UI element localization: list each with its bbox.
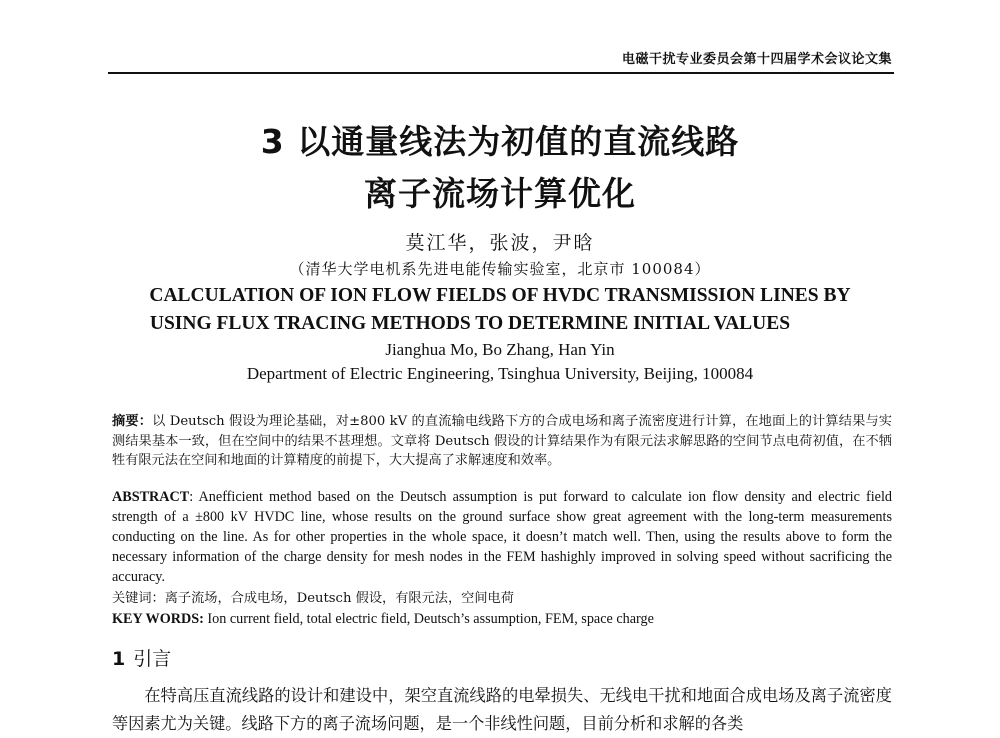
affiliation-cn: （清华大学电机系先进电能传输实验室，北京市 100084） (289, 260, 711, 278)
abstract-cn-label: 摘要： (112, 414, 153, 429)
keywords-cn-label: 关键词： (112, 591, 165, 606)
title-en-line1: CALCULATION OF ION FLOW FIELDS OF HVDC TRANSMISSION LINES BY (149, 285, 851, 306)
keywords-cn-text: 离子流场，合成电场，Deutsch 假设，有限元法，空间电荷 (164, 591, 514, 606)
affiliation-en: Department of Electric Engineering, Tsinghua University, Beijing, 100084 (246, 364, 754, 383)
body-paragraph: 在特高压直流线路的设计和建设中，架空直流线路的电晕损失、无线电干扰和地面合成电场及离子流密度等因素尤为关键。线路下方的离子流场问题，是一个非线性问题，目前分析和求解的各类 (112, 686, 892, 733)
section-title: 引言 (133, 648, 172, 670)
title-cn-line2: 离子流场计算优化 (364, 174, 636, 213)
authors-cn: 莫江华，张波，尹晗 (405, 232, 595, 254)
title-cn-line1: 3 以通量线法为初值的直流线路 (260, 122, 740, 161)
keywords-en (112, 610, 892, 630)
abstract-en-label: ABSTRACT (112, 489, 190, 505)
authors-en: Jianghua Mo, Bo Zhang, Han Yin (385, 340, 615, 359)
keywords-cn (112, 589, 892, 609)
keywords-en-label: KEY WORDS: (112, 611, 204, 627)
title-en-line2: USING FLUX TRACING METHODS TO DETERMINE INITIAL VALUES (149, 313, 791, 334)
keywords-en-text: Ion current field, total electric field, Deutsch’s assumption, FEM, space charge (203, 611, 654, 627)
abstract-en (112, 487, 892, 587)
abstract-cn-text: 以 Deutsch 假设为理论基础，对±800 kV 的直流输电线路下方的合成电场和离子流密度进行计算，在地面上的计算结果与实测结果基本一致，但在空间中的结果不甚理想。文章将 Deutsch 假设的计算结果作为有限元法求解思路的空间节点电荷初值，在不牺牲有限元法在空间和地面的计算精度的前提下，大大提高了求解速度和效率。 (112, 414, 892, 468)
abstract-en-text: : Anefficient method based on the Deutsch assumption is put forward to calculate ion flow density and electric field strength of a ±800 kV HVDC line, whose results on the ground surface show great agreement with the long-term measurements conducting on the line. As for other properties in the whole space, it doesn’t match well. Then, using the results above to form the necessary information of the charge density for mesh nodes in the FEM hashighly improved in solving speed without sacrificing the accuracy. (112, 489, 892, 585)
section-heading (112, 644, 171, 671)
section-number: 1 (112, 648, 126, 670)
running-header: 电磁干扰专业委员会第十四届学术会议论文集 (621, 52, 892, 67)
header-rule (108, 72, 894, 74)
abstract-cn (112, 412, 892, 471)
